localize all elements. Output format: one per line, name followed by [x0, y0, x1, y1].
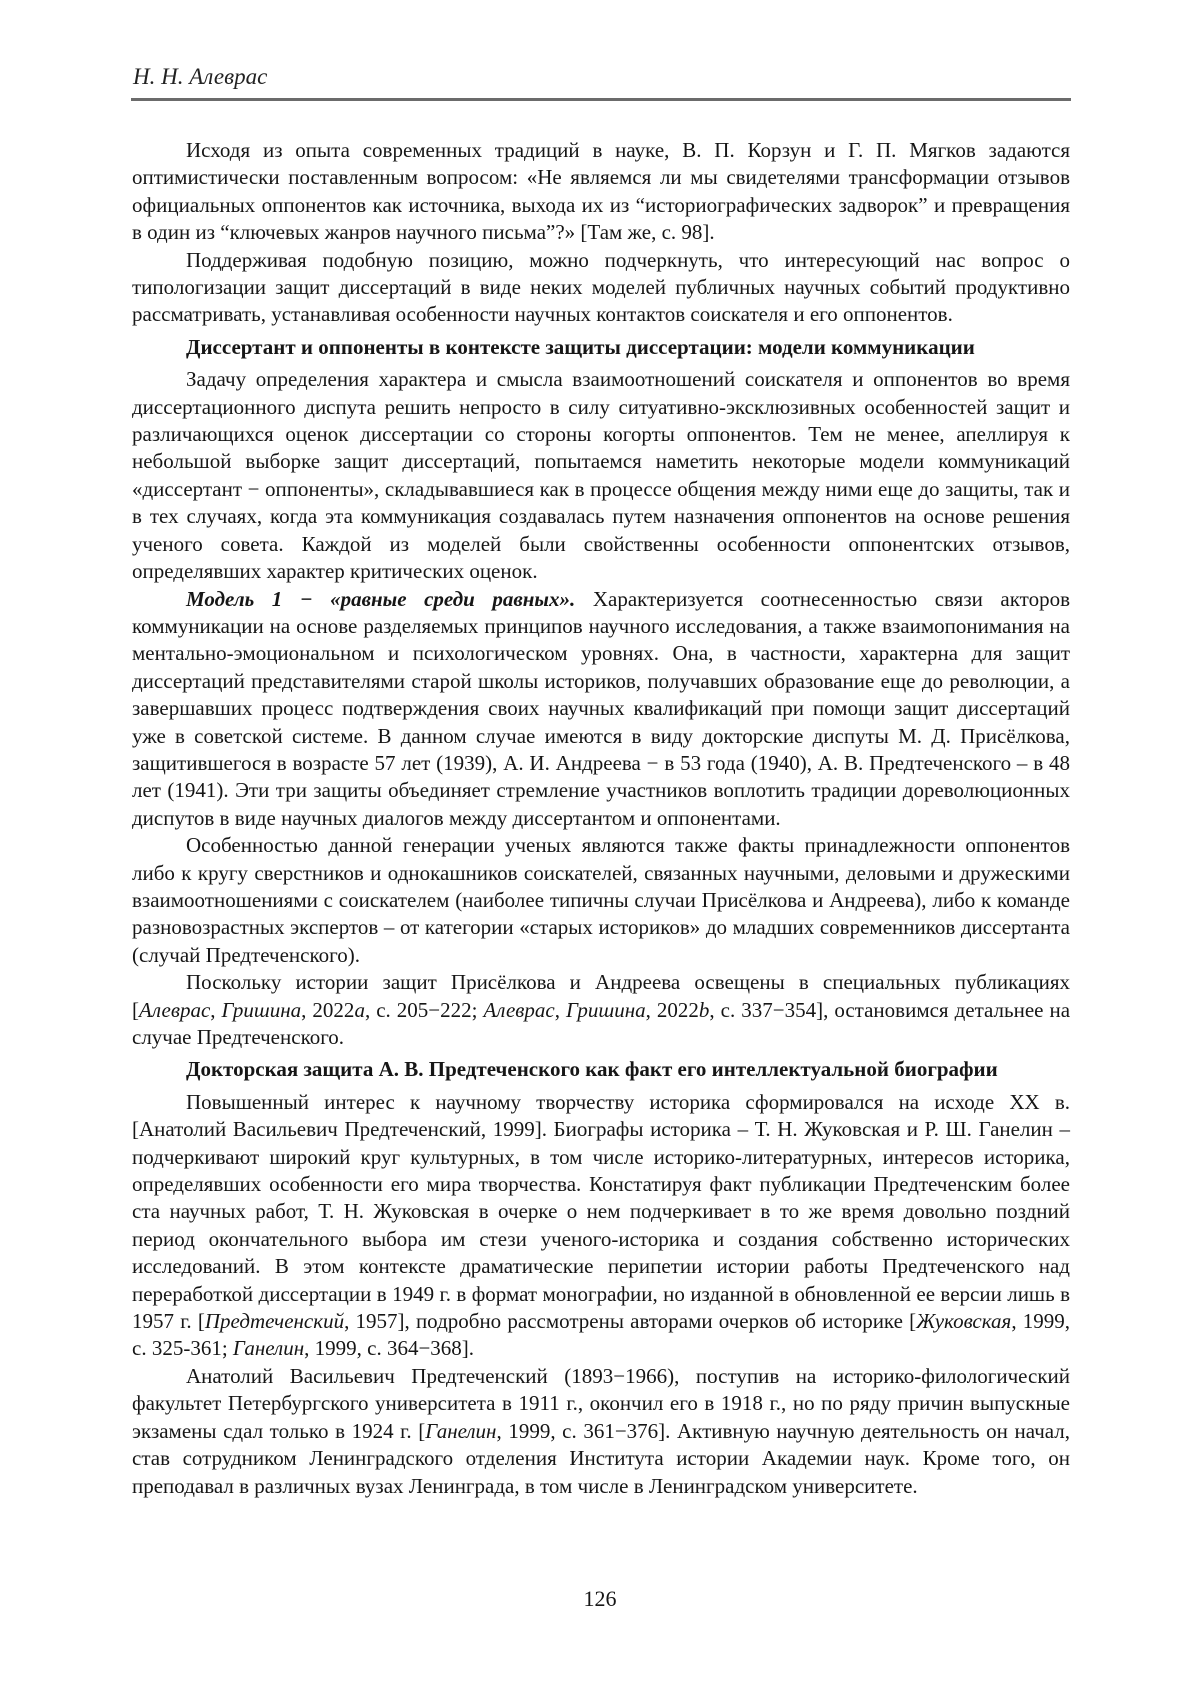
text-run: Поскольку истории защит Присёлкова и Андреева освещены в специальных публикациях [	[132, 970, 1070, 1022]
paragraph	[132, 586, 1070, 833]
paragraph	[132, 247, 1070, 329]
text-run: b	[698, 997, 710, 1022]
text-run: Поддерживая подобную позицию, можно подчеркнуть, что интересующий нас вопрос о типологизации защит диссертаций в виде неких моделей публичных научных событий продуктивно рассматривать, устанавливая особенности научных контактов соискателя и его оппонентов.	[132, 247, 1070, 327]
text-run: , с. 337−354], остановимся детальнее на случае Предтеченского.	[132, 997, 1071, 1049]
text-run: Повышенный интерес к научному творчеству историка сформировался на исходе XX в. [Анатолий Васильевич Предтеченский, 1999]. Биографы историка – Т. Н. Жуковская и Р. Ш. Ганелин – подчеркивают широкий круг культурных, в том числе историко-литературных, интересов историка, определявших особенности его мира творчества. Констатируя факт публикации Предтеченским более ста научных работ, Т. Н. Жуковская в очерке о нем подчеркивает в то же время довольно поздний период окончательного выбора им стези ученого-историка и создания собственно исторических исследований. В этом контексте драматические перипетии истории работы Предтеченского над переработкой диссертации в 1949 г. в формат монографии, но изданной в обновленной ее версии лишь в 1957 г. [	[132, 1089, 1070, 1334]
text-run: Предтеченский	[204, 1309, 345, 1334]
text-run: Особенностью данной генерации ученых являются также факты принадлежности оппонентов либо к кругу сверстников и однокашников соискателей, связанных научными, деловыми и дружескими взаимоотношениями с соискателем (наиболее типичны случаи Присёлкова и Андреева), либо к команде разновозрастных экспертов – от категории «старых историков» до младших современников диссертанта (случай Предтеченского).	[132, 833, 1070, 967]
text-run: Диссертант и оппоненты в контексте защиты диссертации: модели коммуникации	[186, 334, 975, 359]
text-run: ,	[210, 997, 222, 1022]
paragraph	[132, 969, 1070, 1051]
text-run: Задачу определения характера и смысла взаимоотношений соискателя и оппонентов во время диссертационного диспута решить непросто в силу ситуативно-эксклюзивных особенностей защит и различающихся оценок диссертации со стороны когорты оппонентов. Тем не менее, апеллируя к небольшой выборке защит диссертаций, попытаемся наметить некоторые модели коммуникаций «диссертант − оппоненты», складывавшиеся как в процессе общения между ними еще до защиты, так и в тех случаях, когда эта коммуникация создавалась путем назначения оппонентов на основе решения ученого совета. Каждой из моделей были свойственны особенности оппонентских отзывов, определявших характер критических оценок.	[132, 367, 1070, 584]
section-heading	[132, 334, 1070, 361]
text-run: , 1957], подробно рассмотрены авторами очерков об историке [	[344, 1309, 917, 1334]
page-number: 126	[583, 1586, 617, 1611]
paragraph	[132, 832, 1070, 969]
text-run: , 1999, с. 364−368].	[304, 1336, 475, 1361]
text-run: , 2022	[645, 997, 699, 1022]
text-run: ,	[554, 997, 566, 1022]
text-run: Докторская защита А. В. Предтеченского как факт его интеллектуальной биографии	[186, 1057, 998, 1082]
text-run: , 1999, с. 361−376]. Активную научную деятельность он начал, став сотрудником Ленинградского отделения Института истории Академии наук. Кроме того, он преподавал в различных вузах Ленинграда, в том числе в Ленинградском университете.	[132, 1418, 1070, 1498]
text-run: Исходя из опыта современных традиций в науке, В. П. Корзун и Г. П. Мягков задаются оптимистически поставленным вопросом: «Не являемся ли мы свидетелями трансформации отзывов официальных оппонентов как источника, выхода их из “историографических задворок” и превращения в один из “ключевых жанров научного письма”?» [Там же, с. 98].	[132, 138, 1070, 245]
text-run: , с. 205−222;	[364, 997, 484, 1022]
text-run: Жуковская	[916, 1309, 1012, 1334]
header-rule	[131, 98, 1071, 101]
text-run: Модель 1 − «равные среди равных».	[186, 586, 576, 611]
running-header: Н. Н. Алеврас	[133, 64, 268, 89]
section-heading	[132, 1056, 1070, 1083]
text-run: a	[354, 997, 365, 1022]
text-run: , 1999, с. 325-361;	[132, 1309, 1070, 1361]
paragraph	[132, 1089, 1070, 1363]
text-run: Алеврас	[483, 997, 555, 1022]
text-run: Гришина	[566, 997, 646, 1022]
text-run: Характеризуется соотнесенностью связи акторов коммуникации на основе разделяемых принципов научного исследования, а также взаимопонимания на ментально-эмоциональном и психологическом уровнях. Она, в частности, характерна для защит диссертаций представителями старой школы историков, получавших образование еще до революции, а завершавших процесс подтверждения своих научных квалификаций при помощи защит диссертаций уже в советской системе. В данном случае имеются в виду докторские диспуты М. Д. Присёлкова, защитившегося в возрасте 57 лет (1939), А. И. Андреева − в 53 года (1940), А. В. Предтеченского – в 48 лет (1941). Эти три защиты объединяет стремление участников воплотить традиции дореволюционных диспутов в виде научных диалогов между диссертантом и оппонентами.	[132, 586, 1070, 830]
text-run: Ганелин	[425, 1418, 497, 1443]
paragraph	[132, 1363, 1070, 1500]
paragraph	[132, 137, 1070, 247]
page-body	[132, 137, 1070, 1500]
text-run: , 2022	[301, 997, 355, 1022]
text-run: Гришина	[221, 997, 302, 1022]
text-run: Ганелин	[232, 1336, 305, 1361]
paragraph	[132, 366, 1070, 585]
text-run: Алеврас	[139, 997, 211, 1022]
text-run: Анатолий Васильевич Предтеченский (1893−1966), поступив на историко-филологический факультет Петербургского университета в 1911 г., окончил его в 1918 г., но по ряду причин выпускные экзамены сдал только в 1924 г. [	[132, 1363, 1070, 1443]
